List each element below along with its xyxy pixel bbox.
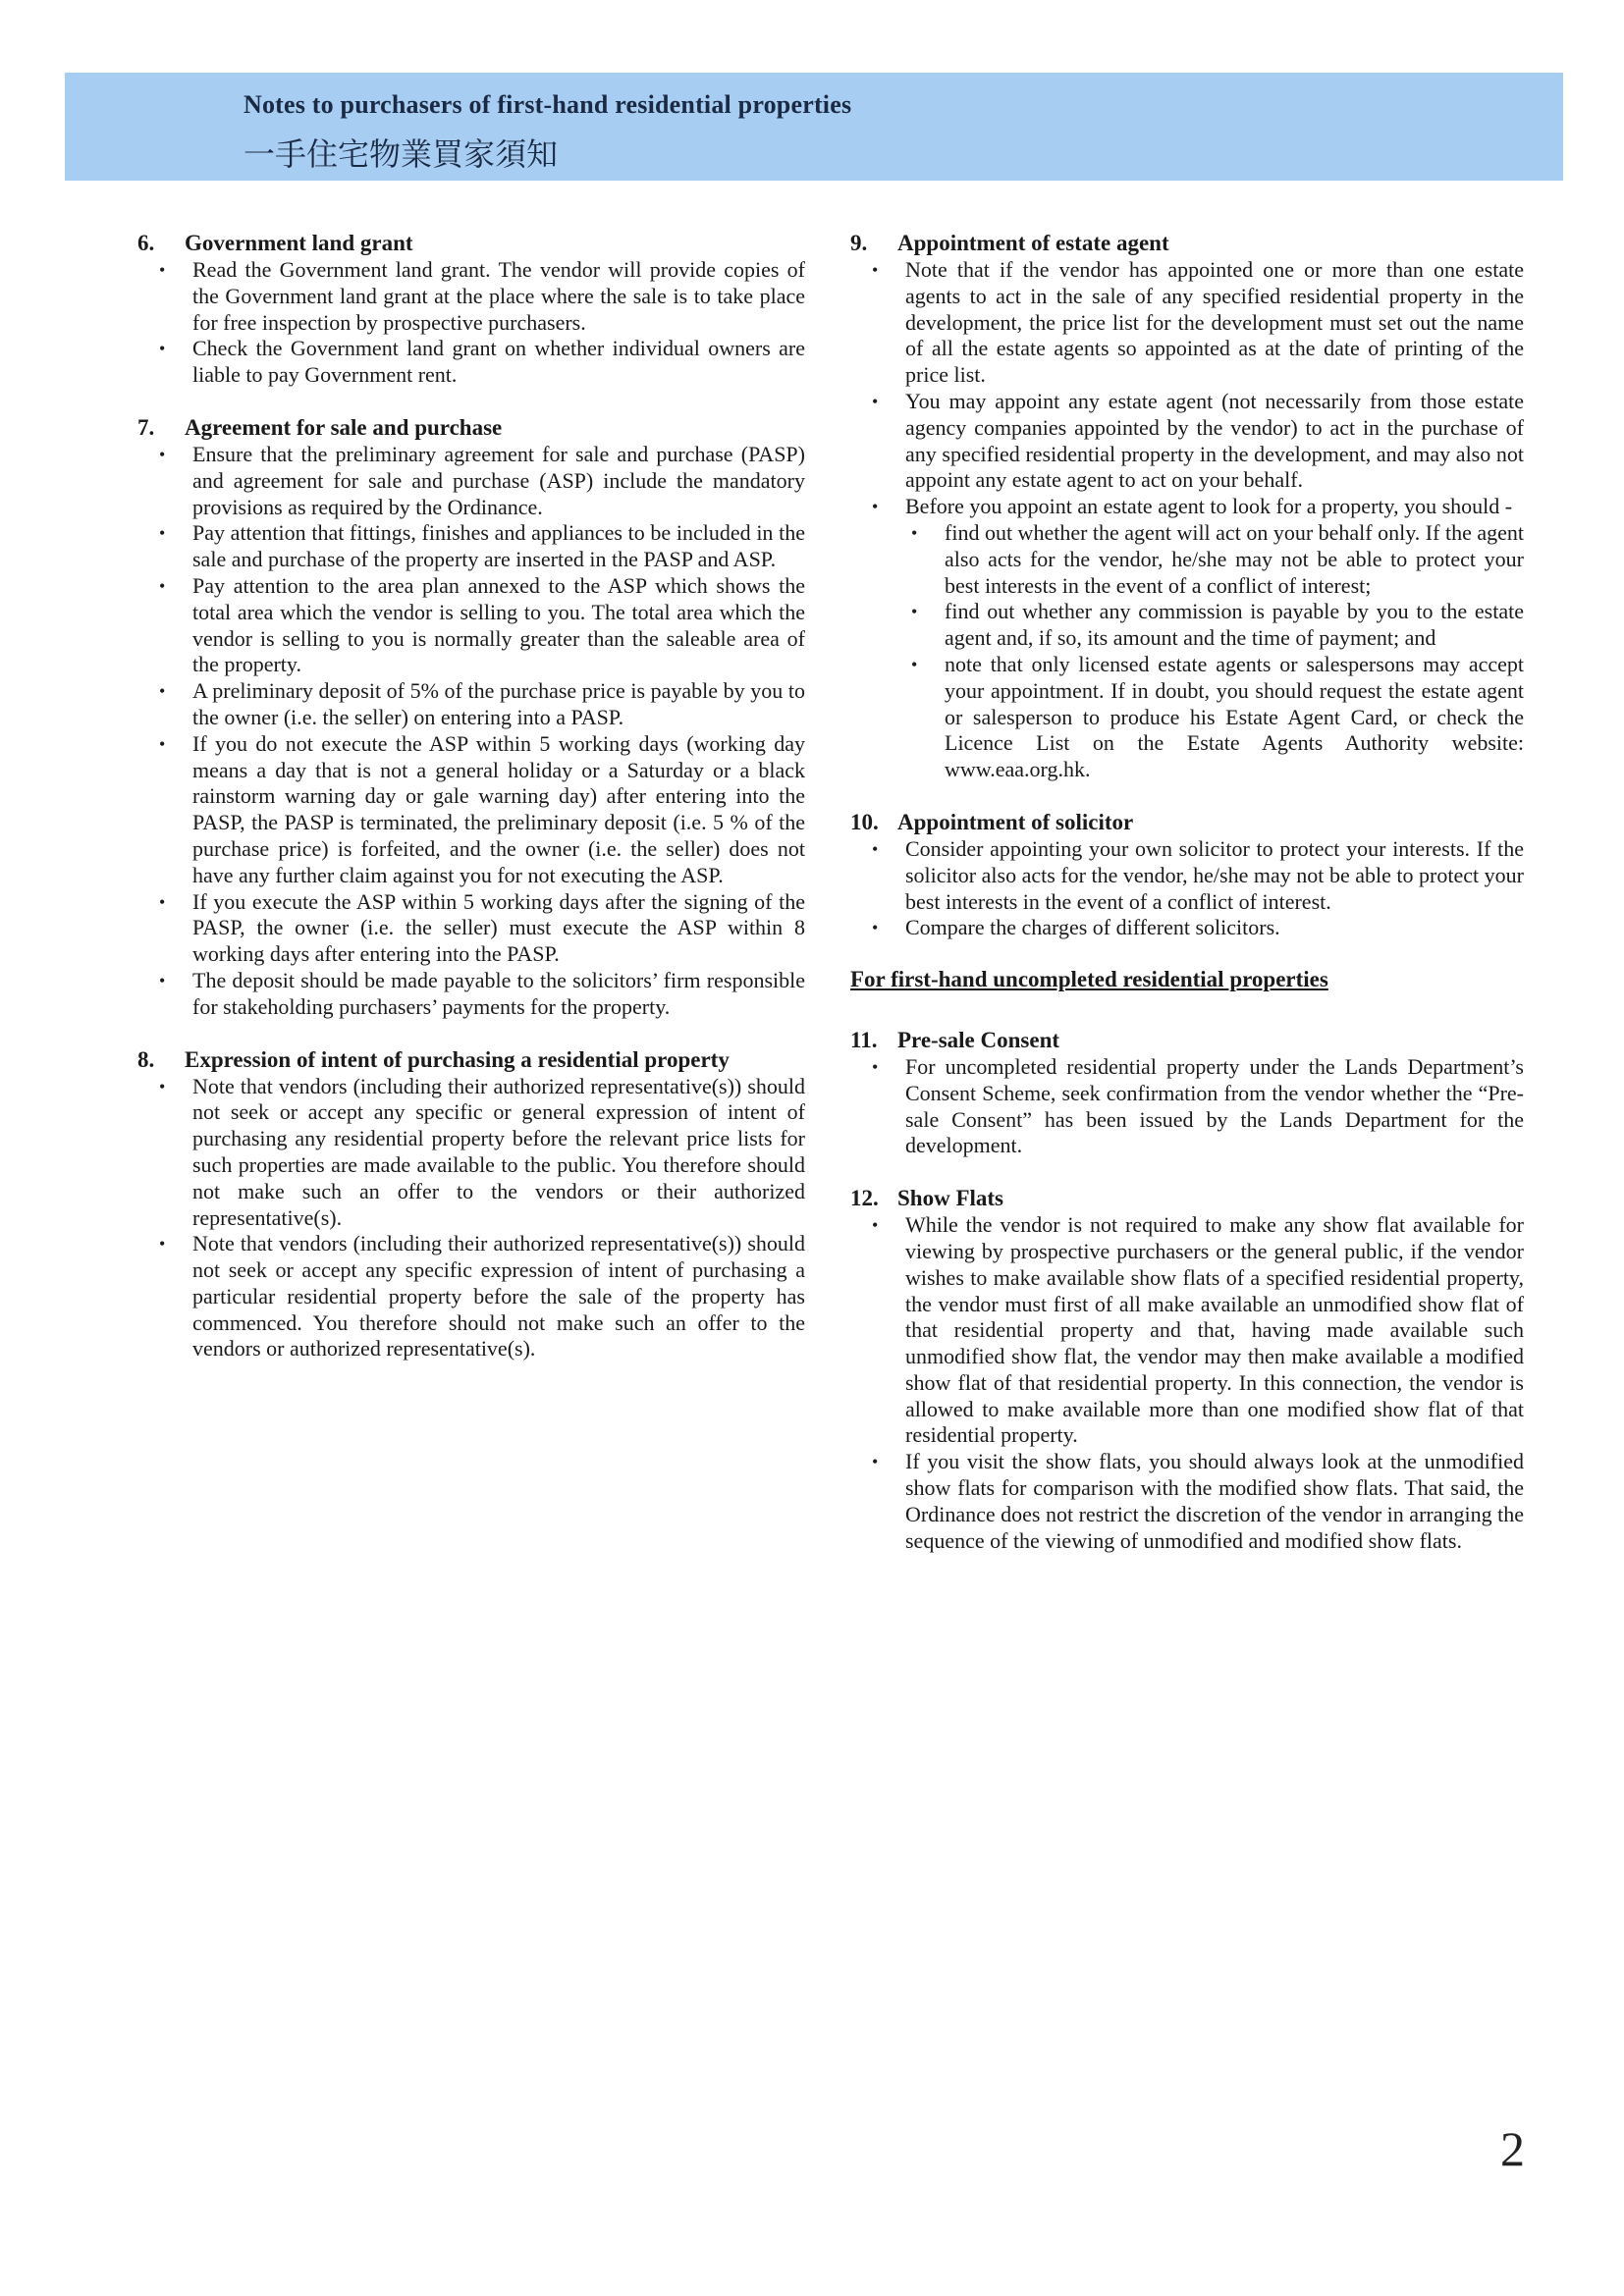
uncompleted-properties-heading: For first-hand uncompleted residential properties [850,967,1328,992]
bullet-item: • For uncompleted residential property under the Lands Department’s Consent Scheme, seek confirmation from the vendor whether the “Pre-sale Consent” has been issued by the Lands Department for the development. [905,1054,1524,1159]
bullet-item: • You may appoint any estate agent (not necessarily from those estate agency companies appointed by the vendor) to act in the purchase of any specified residential property in the development, and may also not appoint any estate agent to act on your behalf. [905,389,1524,494]
bullet-item: • Consider appointing your own solicitor to protect your interests. If the solicitor also acts for the vendor, he/she may not be able to protect your best interests in the event of a conflict of interest. [905,836,1524,915]
section-title: Expression of intent of purchasing a residential property [185,1046,730,1072]
bullet-item: • If you do not execute the ASP within 5 working days (working day means a day that is not a general holiday or a Saturday or a black rainstorm warning day or gale warning day) after entering into the PASP, the PASP is terminated, the preliminary deposit (i.e. 5 % of the purchase price) is forfeited, and the owner (i.e. the seller) does not have any further claim against you for not executing the ASP. [192,731,805,889]
bullet-item: • While the vendor is not required to make any show flat available for viewing by prospective purchasers or the general public, if the vendor wishes to make available show flats of a specified residential property, the vendor must first of all make available an unmodified show flat of that residential property and that, having made available such unmodified show flat, the vendor may then make available a modified show flat of that residential property. In this connection, the vendor is allowed to make available more than one modified show flat of that residential property. [905,1212,1524,1449]
bullet-item: • Ensure that the preliminary agreement for sale and purchase (PASP) and agreement for sale and purchase (ASP) include the mandatory provisions as required by the Ordinance. [192,442,805,520]
section-number: 8. [137,1046,155,1072]
sub-bullet-item: • find out whether the agent will act on your behalf only. If the agent also acts for the vendor, he/she may not be able to protect your best interests in the event of a conflict of interest; [945,520,1524,599]
header-banner [65,73,1563,181]
section-pre-sale-consent [850,1027,1524,1159]
left-column [137,230,805,1388]
section-title: Appointment of estate agent [897,231,1169,255]
bullet-item: • If you execute the ASP within 5 working days after the signing of the PASP, the owner (i.e. the seller) must execute the ASP within 8 working days after entering into the PASP. [192,889,805,968]
section-government-land-grant [137,230,805,389]
section-solicitor [850,809,1524,941]
bullet-intro: • Before you appoint an estate agent to look for a property, you should - [905,494,1513,519]
bullet-item: • Note that vendors (including their authorized representative(s)) should not seek or accept any specific expression of intent of purchasing a particular residential property before the sale of the property has commenced. You therefore should not make such an offer to the vendors or authorized representative(s). [192,1231,805,1362]
section-agreement-for-sale [137,414,805,1021]
bullet-item: • The deposit should be made payable to the solicitors’ firm responsible for stakeholding purchasers’ payments for the property. [192,968,805,1021]
sub-bullet-item: • note that only licensed estate agents or salespersons may accept your appointment. If in doubt, you should request the estate agent or salesperson to produce his Estate Agent Card, or check the Licence List on the Estate Agents Authority website: www.eaa.org.hk. [945,652,1524,783]
section-title: Pre-sale Consent [897,1027,1060,1052]
page-number: 2 [1500,2121,1525,2176]
bullet-item [905,494,1524,783]
bullet-item: • Pay attention that fittings, finishes and appliances to be included in the sale and purchase of the property are inserted in the PASP and ASP. [192,520,805,573]
bullet-item: • Note that vendors (including their authorized representative(s)) should not seek or accept any specific or general expression of intent of purchasing any residential property before the relevant price lists for such properties are made available to the public. You therefore should not make such an offer to the vendors or their authorized representative(s). [192,1074,805,1232]
section-title: Government land grant [185,231,413,255]
section-title: Show Flats [897,1186,1003,1211]
bullet-item: • Read the Government land grant. The vendor will provide copies of the Government land grant at the place where the sale is to take place for free inspection by prospective purchasers. [192,257,805,336]
section-number: 9. [850,231,868,255]
section-title: Agreement for sale and purchase [185,414,503,440]
section-title: Appointment of solicitor [897,809,1134,834]
section-number: 6. [137,231,155,255]
bullet-item: • Pay attention to the area plan annexed to the ASP which shows the total area which the vendor is selling to you. The total area which the vendor is selling to you is normally greater than the saleable area of the property. [192,573,805,678]
right-column [850,230,1524,1579]
section-number: 7. [137,414,155,440]
section-number: 11. [850,1027,878,1052]
page-title-en: Notes to purchasers of first-hand residential properties [244,90,852,119]
section-expression-of-intent [137,1046,805,1363]
bullet-item: • Note that if the vendor has appointed one or more than one estate agents to act in the sale of any specified residential property in the development, the price list for the development must set out the name of all the estate agents so appointed as at the date of printing of the price list. [905,257,1524,389]
bullet-item: • If you visit the show flats, you should always look at the unmodified show flats for comparison with the modified show flats. That said, the Ordinance does not restrict the discretion of the vendor in arranging the sequence of the viewing of unmodified and modified show flats. [905,1449,1524,1554]
page-title-zh: 一手住宅物業買家須知 [244,135,559,173]
section-number: 12. [850,1186,879,1211]
bullet-item: • Check the Government land grant on whether individual owners are liable to pay Government rent. [192,336,805,389]
section-estate-agent [850,230,1524,783]
section-show-flats [850,1185,1524,1554]
section-number: 10. [850,809,879,834]
sub-bullet-item: • find out whether any commission is payable by you to the estate agent and, if so, its amount and the time of payment; and [945,599,1524,652]
bullet-item: • A preliminary deposit of 5% of the purchase price is payable by you to the owner (i.e. the seller) on entering into a PASP. [192,678,805,731]
bullet-item: • Compare the charges of different solicitors. [905,915,1524,941]
